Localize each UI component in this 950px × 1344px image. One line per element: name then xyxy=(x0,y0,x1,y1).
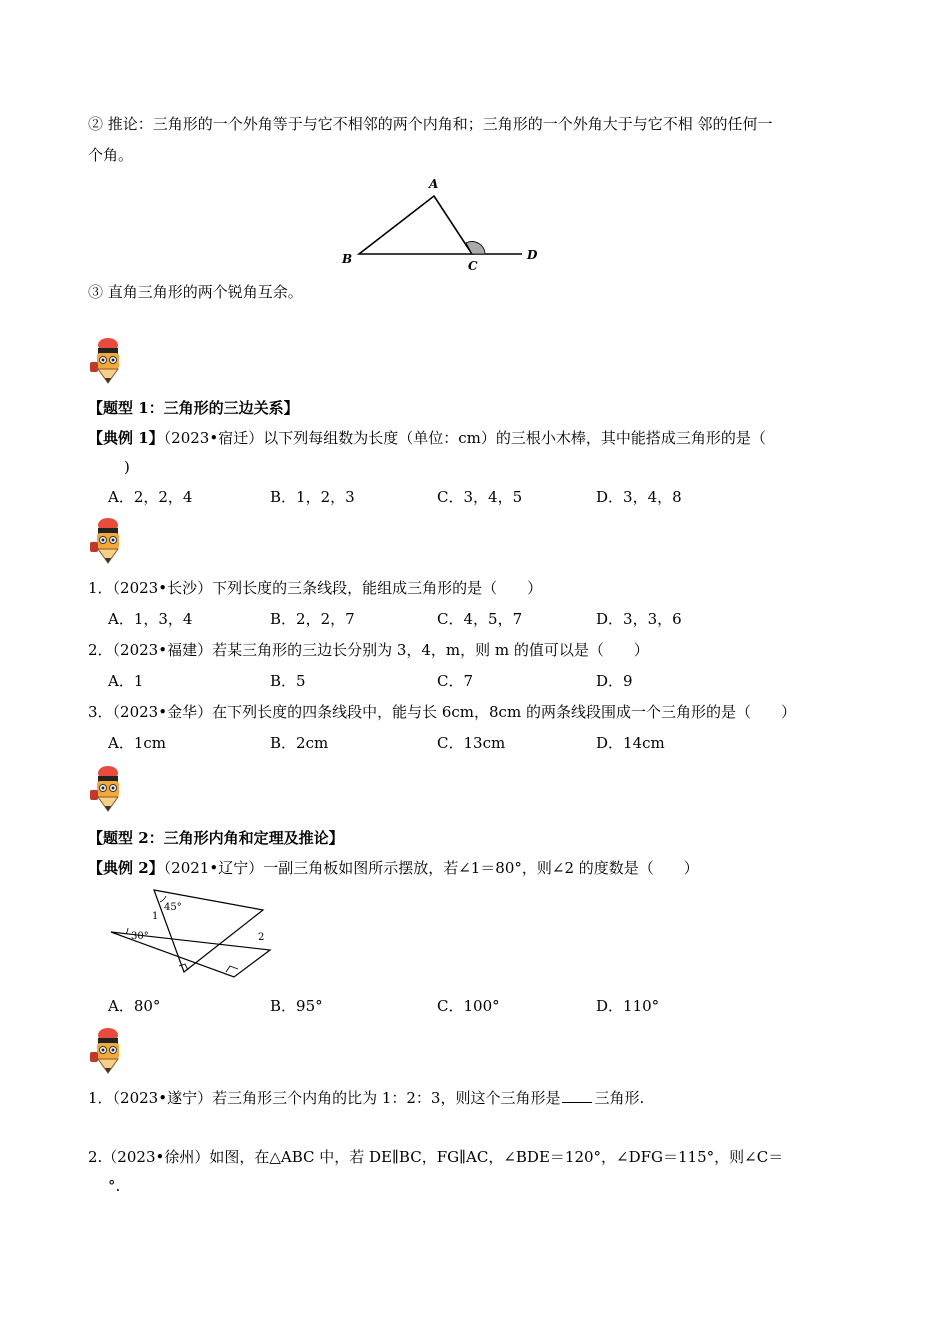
exercise2-1-text: 1．（2023•遂宁）若三角形三个内角的比为 1：2：3，则这个三角形是 xyxy=(88,1089,561,1107)
exercise2-1-question xyxy=(88,1088,644,1108)
exercise1-3-option-a[interactable]: A．1cm xyxy=(108,734,167,752)
exercise1-2-question: 2．（2023•福建）若某三角形的三边长分别为 3，4，m，则 m 的值可以是（ ） xyxy=(88,641,649,659)
pencil-mascot-icon xyxy=(86,764,126,814)
section2-title: 【题型 2：三角形内角和定理及推论】 xyxy=(88,829,344,847)
exercise2-2-line1: 2.（2023•徐州）如图，在△ABC 中，若 DE∥BC，FG∥AC，∠BDE＝120°，∠DFG＝115°，则∠C＝ xyxy=(88,1148,784,1166)
label-B: B xyxy=(342,252,353,266)
right-triangle-property: ③ 直角三角形的两个锐角互余。 xyxy=(88,283,303,301)
example2-option-a[interactable]: A．80° xyxy=(108,997,161,1015)
example2-text: （2021•辽宁）一副三角板如图所示摆放，若∠1＝80°，则∠2 的度数是（ ） xyxy=(163,859,699,877)
example1-option-a[interactable]: A．2，2，4 xyxy=(108,488,193,506)
section1-title: 【题型 1：三角形的三边关系】 xyxy=(88,399,299,417)
exercise1-3-option-d[interactable]: D．14cm xyxy=(596,734,665,752)
exercise1-1-option-c[interactable]: C．4，5，7 xyxy=(437,610,523,628)
exercise1-3-option-b[interactable]: B．2cm xyxy=(270,734,329,752)
example1-option-d[interactable]: D．3，4，8 xyxy=(596,488,682,506)
triangle-rulers-figure xyxy=(108,886,278,981)
pencil-mascot-icon xyxy=(86,336,126,386)
label-D: D xyxy=(527,248,538,262)
angle-30-label: 30° xyxy=(131,931,149,942)
example2-question xyxy=(88,858,699,878)
exercise1-1-option-d[interactable]: D．3，3，6 xyxy=(596,610,682,628)
example1-text: （2023•宿迁）以下列每组数为长度（单位：cm）的三根小木棒，其中能搭成三角形的是（ xyxy=(163,429,766,447)
exercise1-3-option-c[interactable]: C．13cm xyxy=(437,734,506,752)
exercise1-1-option-a[interactable]: A．1，3，4 xyxy=(108,610,193,628)
exercise1-2-option-a[interactable]: A．1 xyxy=(108,672,144,690)
theorem-corollary-line2: 个角。 xyxy=(88,146,134,164)
angle-2-label: 2 xyxy=(258,932,265,943)
exterior-angle-figure xyxy=(335,172,555,277)
theorem-corollary-line1: ② 推论：三角形的一个外角等于与它不相邻的两个内角和；三角形的一个外角大于与它不相 邻的任何一 xyxy=(88,115,773,133)
example1-close-paren: ) xyxy=(124,458,130,476)
example1-option-b[interactable]: B．1，2，3 xyxy=(270,488,355,506)
example2-option-c[interactable]: C．100° xyxy=(437,997,500,1015)
pencil-mascot-icon xyxy=(86,1026,126,1076)
angle-1-label: 1 xyxy=(152,911,159,922)
exercise1-2-option-d[interactable]: D．9 xyxy=(596,672,633,690)
example1-label: 【典例 1】 xyxy=(88,429,164,447)
exercise1-2-option-b[interactable]: B．5 xyxy=(270,672,306,690)
exercise2-1-text-after: 三角形. xyxy=(594,1089,645,1107)
example2-label: 【典例 2】 xyxy=(88,859,164,877)
exercise1-1-question: 1．（2023•长沙）下列长度的三条线段，能组成三角形的是（ ） xyxy=(88,579,543,597)
example1-option-c[interactable]: C．3，4，5 xyxy=(437,488,523,506)
exercise1-2-option-c[interactable]: C．7 xyxy=(437,672,474,690)
example2-option-b[interactable]: B．95° xyxy=(270,997,323,1015)
exercise1-3-question: 3．（2023•金华）在下列长度的四条线段中，能与长 6cm，8cm 的两条线段围成一个三角形的是（ ） xyxy=(88,703,796,721)
label-C: C xyxy=(468,259,478,273)
angle-45-label: 45° xyxy=(164,902,182,913)
label-A: A xyxy=(429,177,439,191)
example1-question xyxy=(88,428,766,448)
example2-option-d[interactable]: D．110° xyxy=(596,997,660,1015)
exercise2-2-line2: °. xyxy=(108,1177,121,1195)
answer-blank[interactable] xyxy=(562,1088,592,1103)
pencil-mascot-icon xyxy=(86,516,126,566)
exercise1-1-option-b[interactable]: B．2，2，7 xyxy=(270,610,355,628)
